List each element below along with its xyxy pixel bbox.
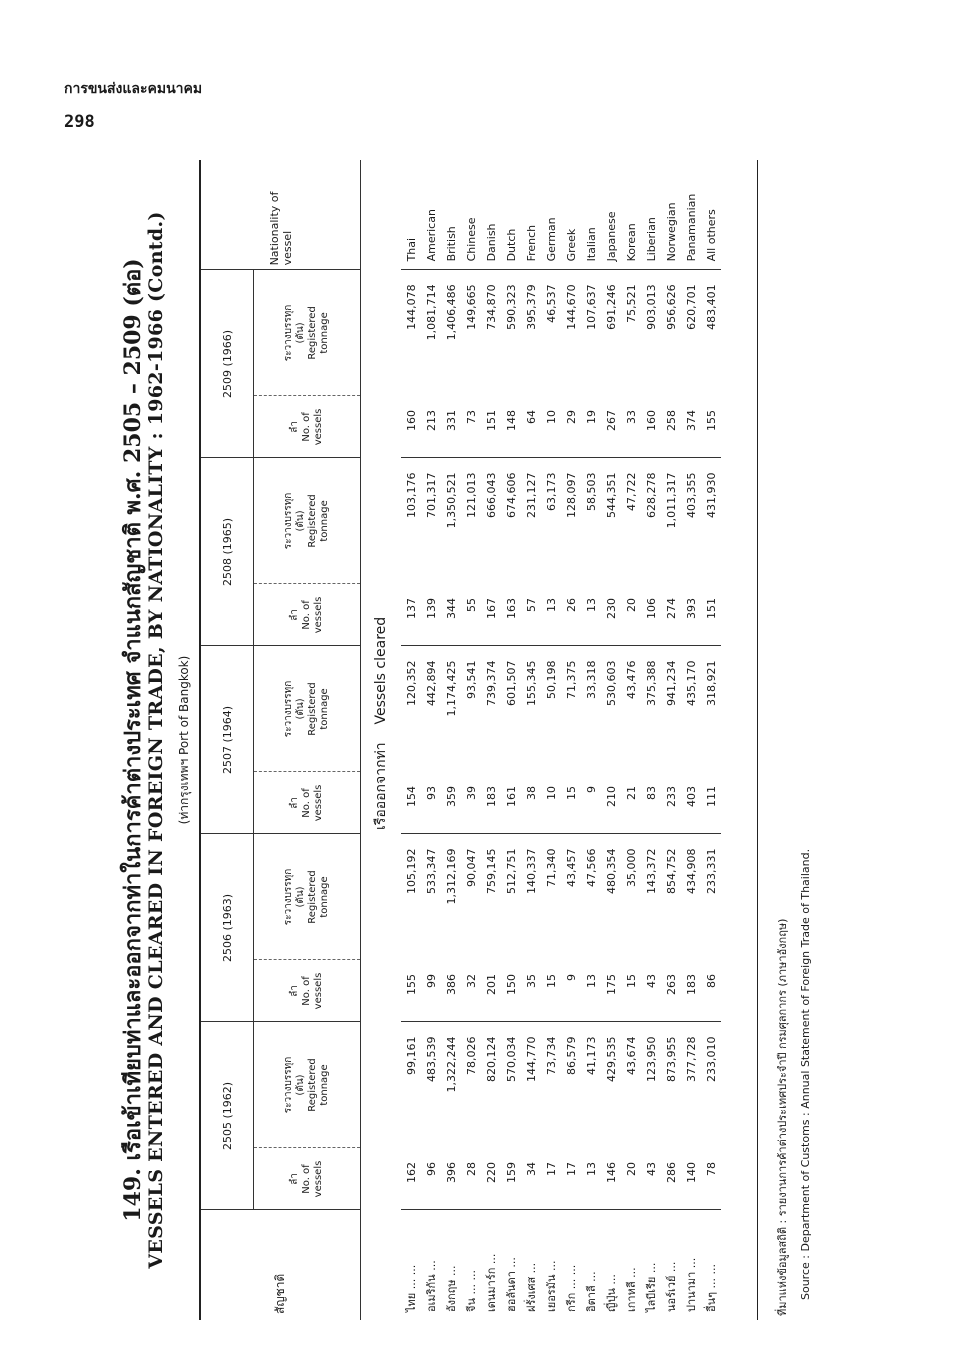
vessels-count: 167 — [481, 584, 501, 646]
vessels-count: 151 — [481, 396, 501, 458]
nationality-thai: ไลบีเรีย ... — [645, 1262, 658, 1312]
vessels-count: 111 — [701, 772, 721, 834]
vessels-count: 163 — [501, 584, 521, 646]
vessels-count: 258 — [661, 396, 681, 458]
tonnage-value: 121,013 — [464, 472, 478, 518]
tonnage-value: 71,340 — [544, 848, 558, 887]
page-header: การขนส่งและคมนาคม — [64, 81, 203, 97]
vessels-count: 13 — [581, 1148, 601, 1210]
table-row — [581, 160, 601, 1320]
nationality-thai: เกาหลี ... — [625, 1267, 638, 1312]
table-row — [461, 160, 481, 1320]
tonnage-value: 620,701 — [684, 284, 698, 330]
tonnage-value: 1,406,486 — [444, 284, 458, 341]
nationality-english: Thai — [401, 160, 421, 270]
tonnage-value: 674,606 — [504, 472, 518, 518]
year-header: 2506 (1963) — [201, 834, 254, 1022]
tonnage-value: 601,507 — [504, 660, 518, 706]
vessels-count: 99 — [421, 960, 441, 1022]
tonnage-value: 442,894 — [424, 660, 438, 706]
vessels-count: 210 — [601, 772, 621, 834]
vessels-count: 201 — [481, 960, 501, 1022]
vessels-count: 162 — [401, 1148, 421, 1210]
vessels-count: 43 — [641, 960, 661, 1022]
section-label — [361, 270, 402, 834]
nationality-thai: ไทย ... ... — [405, 1264, 418, 1312]
tonnage-value: 107,637 — [584, 284, 598, 330]
vessels-count: 396 — [441, 1148, 461, 1210]
table-title-thai: 149. เรือเข้าเทียบท่าและออกจากท่าในการค้าต่างประเทศ จำแนกสัญชาติ พ.ศ. 2505 – 2509 (ต่อ) — [120, 258, 146, 1222]
no-of-vessels-header: ลำ No. of vessels — [254, 1148, 361, 1210]
tonnage-value: 43,457 — [564, 848, 578, 887]
vessels-count: 73 — [461, 396, 481, 458]
vessels-count: 286 — [661, 1148, 681, 1210]
tonnage-value: 483,539 — [424, 1036, 438, 1082]
nationality-header-english: Nationality of vessel — [201, 160, 361, 270]
tonnage-value: 1,011,317 — [664, 472, 678, 529]
section-label-thai: เรือออกจากท่า — [373, 742, 389, 830]
tonnage-value: 956,626 — [664, 284, 678, 330]
vessels-count: 161 — [501, 772, 521, 834]
nationality-header-thai: สัญชาติ — [201, 1210, 361, 1320]
vessels-count: 15 — [541, 960, 561, 1022]
vessels-count: 43 — [641, 1148, 661, 1210]
table-body — [361, 160, 722, 1320]
tonnage-value: 75,521 — [624, 284, 638, 323]
vessels-count: 267 — [601, 396, 621, 458]
nationality-english: Panamanian — [681, 160, 701, 270]
vessels-count: 274 — [661, 584, 681, 646]
tonnage-value: 144,670 — [564, 284, 578, 330]
vessels-count: 146 — [601, 1148, 621, 1210]
nationality-thai: อเมริกัน ... — [425, 1260, 438, 1312]
vessels-count: 19 — [581, 396, 601, 458]
source-note-english: Source : Department of Customs : Annual Statement of Foreign Trade of Thailand. — [799, 848, 812, 1300]
vessels-count: 96 — [421, 1148, 441, 1210]
tonnage-value: 666,043 — [484, 472, 498, 518]
table-row — [701, 160, 721, 1320]
tonnage-value: 143,372 — [644, 848, 658, 894]
no-of-vessels-header: ลำ No. of vessels — [254, 772, 361, 834]
tonnage-value: 47,566 — [584, 848, 598, 887]
registered-tonnage-header: ระวางบรรทุก (ตัน) Registered tonnage — [254, 458, 361, 584]
nationality-thai: เยอรมัน ... — [545, 1260, 558, 1312]
tonnage-value: 1,322,244 — [444, 1036, 458, 1093]
nationality-english: Japanese — [601, 160, 621, 270]
vessels-count: 29 — [561, 396, 581, 458]
registered-tonnage-header: ระวางบรรทุก (ตัน) Registered tonnage — [254, 834, 361, 960]
nationality-english: Korean — [621, 160, 641, 270]
vessels-count: 160 — [401, 396, 421, 458]
nationality-thai: อิตาลี ... — [585, 1271, 598, 1312]
vessels-count: 33 — [621, 396, 641, 458]
table-row — [481, 160, 501, 1320]
tonnage-value: 873,955 — [664, 1036, 678, 1082]
table-row — [521, 160, 541, 1320]
tonnage-value: 483,401 — [704, 284, 718, 330]
source-note-thai: ที่มาแห่งข้อมูลสถิติ : รายงานการค้าต่างประเทศประจำปี กรมศุลกากร (ภาษาอังกฤษ) — [776, 918, 789, 1316]
vessels-count: 139 — [421, 584, 441, 646]
vessels-count: 233 — [661, 772, 681, 834]
tonnage-value: 434,908 — [684, 848, 698, 894]
tonnage-value: 144,078 — [404, 284, 418, 330]
registered-tonnage-header: ระวางบรรทุก (ตัน) Registered tonnage — [254, 270, 361, 396]
vessels-count: 10 — [541, 772, 561, 834]
tonnage-value: 429,535 — [604, 1036, 618, 1082]
table-row — [441, 160, 461, 1320]
tonnage-value: 395,379 — [524, 284, 538, 330]
vessels-count: 86 — [701, 960, 721, 1022]
nationality-english: Greek — [561, 160, 581, 270]
year-header: 2507 (1964) — [201, 646, 254, 834]
table-subtitle: (ท่ากรุงเทพฯ Port of Bangkok) — [177, 655, 191, 825]
tonnage-value: 78,026 — [464, 1036, 478, 1075]
tonnage-value: 47,722 — [624, 472, 638, 511]
tonnage-value: 734,870 — [484, 284, 498, 330]
tonnage-value: 544,351 — [604, 472, 618, 518]
section-label-english: Vessels cleared — [373, 616, 389, 725]
table-row — [561, 160, 581, 1320]
vessels-count: 13 — [581, 960, 601, 1022]
vessels-count: 15 — [561, 772, 581, 834]
nationality-english: Norwegian — [661, 160, 681, 270]
vessels-count: 150 — [501, 960, 521, 1022]
tonnage-value: 41,173 — [584, 1036, 598, 1075]
nationality-english: American — [421, 160, 441, 270]
vessels-count: 10 — [541, 396, 561, 458]
vessels-count: 151 — [701, 584, 721, 646]
vessels-count: 160 — [641, 396, 661, 458]
vessels-count: 17 — [541, 1148, 561, 1210]
vessels-count: 137 — [401, 584, 421, 646]
no-of-vessels-header: ลำ No. of vessels — [254, 960, 361, 1022]
vessels-count: 148 — [501, 396, 521, 458]
vessels-count: 35 — [521, 960, 541, 1022]
nationality-thai: นอร์เวย์ ... — [665, 1261, 678, 1312]
vessels-count: 39 — [461, 772, 481, 834]
table-row — [681, 160, 701, 1320]
table-row — [661, 160, 681, 1320]
vessels-count: 28 — [461, 1148, 481, 1210]
nationality-thai: ฝรั่งเศส ... — [525, 1262, 538, 1312]
registered-tonnage-header: ระวางบรรทุก (ตัน) Registered tonnage — [254, 646, 361, 772]
vessels-count: 183 — [481, 772, 501, 834]
vessels-count: 393 — [681, 584, 701, 646]
table-row — [421, 160, 441, 1320]
tonnage-value: 90,047 — [464, 848, 478, 887]
nationality-english: French — [521, 160, 541, 270]
vessels-count: 9 — [561, 960, 581, 1022]
tonnage-value: 1,081,714 — [424, 284, 438, 341]
vessels-count: 26 — [561, 584, 581, 646]
vessels-count: 213 — [421, 396, 441, 458]
tonnage-value: 375,388 — [644, 660, 658, 706]
vessels-count: 20 — [621, 1148, 641, 1210]
vessels-count: 159 — [501, 1148, 521, 1210]
tonnage-value: 533,347 — [424, 848, 438, 894]
rotated-table-block — [115, 160, 835, 1320]
tonnage-value: 93,541 — [464, 660, 478, 699]
year-header: 2505 (1962) — [201, 1022, 254, 1210]
page-number: 298 — [64, 112, 95, 132]
tonnage-value: 590,323 — [504, 284, 518, 330]
table-row — [501, 160, 521, 1320]
tonnage-value: 99,161 — [404, 1036, 418, 1075]
vessels-count: 230 — [601, 584, 621, 646]
section-row — [361, 160, 402, 1320]
tonnage-value: 103,176 — [404, 472, 418, 518]
sub-header-row — [254, 160, 361, 1320]
tonnage-value: 431,930 — [704, 472, 718, 518]
tonnage-value: 128,097 — [564, 472, 578, 518]
nationality-english: Dutch — [501, 160, 521, 270]
tonnage-value: 1,350,521 — [444, 472, 458, 529]
nationality-thai: เดนมาร์ก ... — [485, 1253, 498, 1312]
registered-tonnage-header: ระวางบรรทุก (ตัน) Registered tonnage — [254, 1022, 361, 1148]
nationality-english: Danish — [481, 160, 501, 270]
tonnage-value: 233,331 — [704, 848, 718, 894]
vessels-count: 55 — [461, 584, 481, 646]
vessels-count: 374 — [681, 396, 701, 458]
tonnage-value: 50,198 — [544, 660, 558, 699]
vessels-count: 155 — [401, 960, 421, 1022]
vessels-count: 93 — [421, 772, 441, 834]
vessels-count: 64 — [521, 396, 541, 458]
table-row — [621, 160, 641, 1320]
tonnage-value: 105,192 — [404, 848, 418, 894]
tonnage-value: 1,174,425 — [444, 660, 458, 717]
tonnage-value: 435,170 — [684, 660, 698, 706]
nationality-english: Chinese — [461, 160, 481, 270]
tonnage-value: 759,145 — [484, 848, 498, 894]
tonnage-value: 43,476 — [624, 660, 638, 699]
tonnage-value: 941,234 — [664, 660, 678, 706]
vessels-count: 78 — [701, 1148, 721, 1210]
tonnage-value: 233,010 — [704, 1036, 718, 1082]
vessels-count: 359 — [441, 772, 461, 834]
year-header: 2508 (1965) — [201, 458, 254, 646]
tonnage-value: 854,752 — [664, 848, 678, 894]
tonnage-value: 35,000 — [624, 848, 638, 887]
nationality-thai: กรีก ... ... — [565, 1264, 578, 1312]
tonnage-value: 530,603 — [604, 660, 618, 706]
nationality-english: Liberian — [641, 160, 661, 270]
vessels-count: 13 — [541, 584, 561, 646]
vessels-count: 263 — [661, 960, 681, 1022]
vessels-count: 21 — [621, 772, 641, 834]
tonnage-value: 1,312,169 — [444, 848, 458, 905]
nationality-english: German — [541, 160, 561, 270]
vessels-count: 154 — [401, 772, 421, 834]
bottom-rule — [757, 160, 758, 1320]
vessels-count: 331 — [441, 396, 461, 458]
vessels-count: 38 — [521, 772, 541, 834]
tonnage-value: 58,503 — [584, 472, 598, 511]
no-of-vessels-header: ลำ No. of vessels — [254, 396, 361, 458]
vessels-count: 386 — [441, 960, 461, 1022]
vessels-count: 34 — [521, 1148, 541, 1210]
vessels-count: 57 — [521, 584, 541, 646]
tonnage-value: 46,537 — [544, 284, 558, 323]
vessels-table — [201, 160, 721, 1320]
tonnage-value: 71,375 — [564, 660, 578, 699]
vessels-count: 9 — [581, 772, 601, 834]
tonnage-value: 63,173 — [544, 472, 558, 511]
vessels-count: 83 — [641, 772, 661, 834]
tonnage-value: 123,950 — [644, 1036, 658, 1082]
tonnage-value: 140,337 — [524, 848, 538, 894]
tonnage-value: 628,278 — [644, 472, 658, 518]
nationality-thai: ญี่ปุ่น ... — [605, 1274, 618, 1312]
table-title-english: VESSELS ENTERED AND CLEARED IN FOREIGN TRADE, BY NATIONALITY : 1962-1966 (Contd.) — [145, 211, 167, 1269]
tonnage-value: 120,352 — [404, 660, 418, 706]
tonnage-value: 144,770 — [524, 1036, 538, 1082]
table-row — [541, 160, 561, 1320]
tonnage-value: 43,674 — [624, 1036, 638, 1075]
no-of-vessels-header: ลำ No. of vessels — [254, 584, 361, 646]
tonnage-value: 86,579 — [564, 1036, 578, 1075]
table-row — [401, 160, 421, 1320]
tonnage-value: 691,246 — [604, 284, 618, 330]
tonnage-value: 739,374 — [484, 660, 498, 706]
vessels-count: 403 — [681, 772, 701, 834]
vessels-count: 13 — [581, 584, 601, 646]
nationality-thai: ฮอลันดา ... — [505, 1257, 518, 1312]
nationality-english: Italian — [581, 160, 601, 270]
tonnage-value: 512,751 — [504, 848, 518, 894]
tonnage-value: 377,728 — [684, 1036, 698, 1082]
tonnage-value: 701,317 — [424, 472, 438, 518]
vessels-count: 17 — [561, 1148, 581, 1210]
table-row — [641, 160, 661, 1320]
tonnage-value: 73,734 — [544, 1036, 558, 1075]
vessels-count: 106 — [641, 584, 661, 646]
vessels-count: 220 — [481, 1148, 501, 1210]
tonnage-value: 318,921 — [704, 660, 718, 706]
vessels-count: 175 — [601, 960, 621, 1022]
tonnage-value: 480,354 — [604, 848, 618, 894]
tonnage-value: 403,355 — [684, 472, 698, 518]
tonnage-value: 231,127 — [524, 472, 538, 518]
vessels-count: 32 — [461, 960, 481, 1022]
nationality-thai: จีน ... ... — [465, 1270, 478, 1312]
nationality-thai: ปานามา ... — [685, 1257, 698, 1312]
vessels-count: 155 — [701, 396, 721, 458]
tonnage-value: 33,318 — [584, 660, 598, 699]
tonnage-value: 820,124 — [484, 1036, 498, 1082]
tonnage-value: 903,013 — [644, 284, 658, 330]
tonnage-value: 149,665 — [464, 284, 478, 330]
vessels-count: 20 — [621, 584, 641, 646]
vessels-count: 344 — [441, 584, 461, 646]
nationality-english: British — [441, 160, 461, 270]
nationality-thai: อังกฤษ ... — [445, 1265, 458, 1312]
nationality-english: All others — [701, 160, 721, 270]
vessels-count: 15 — [621, 960, 641, 1022]
vessels-count: 140 — [681, 1148, 701, 1210]
table-row — [601, 160, 621, 1320]
tonnage-value: 155,345 — [524, 660, 538, 706]
year-header: 2509 (1966) — [201, 270, 254, 458]
nationality-thai: อื่นๆ ... ... — [705, 1263, 718, 1312]
tonnage-value: 570,034 — [504, 1036, 518, 1082]
vessels-count: 183 — [681, 960, 701, 1022]
